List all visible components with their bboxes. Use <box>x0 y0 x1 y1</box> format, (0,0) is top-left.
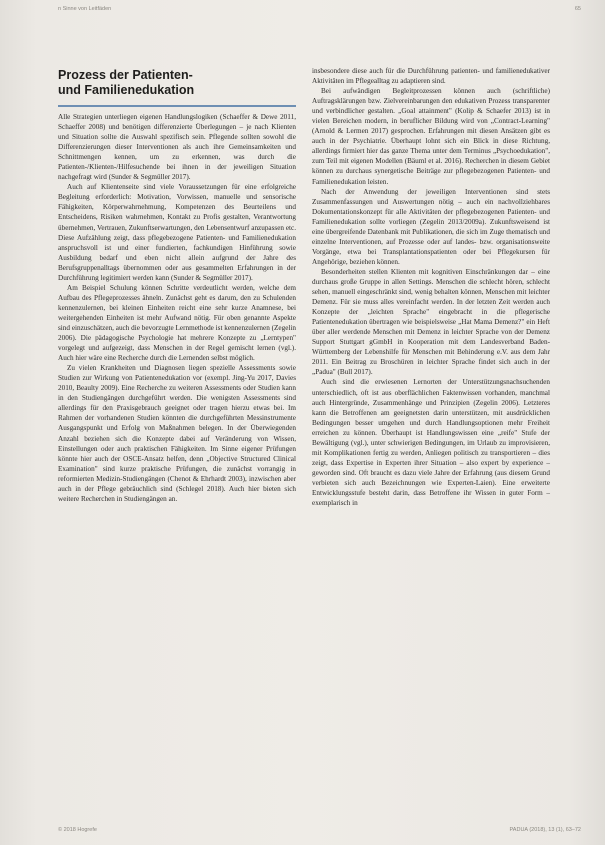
running-head-section: n Sinne von Leitfäden <box>58 6 112 12</box>
paragraph: Auch auf Klientenseite sind viele Voraussetzungen für eine erfolgreiche Begleitung erforderlich: Motivation, Vorwissen, manuelle und sensorische Fähigkeiten, Körperwahrnehmung, Kompetenzen des Beurteilens und Entscheidens, Risiken wahrnehmen, Kontakt zu Profis gestalten, Verantwortung übernehmen, Vertrauen, Zukunftserwartungen, den Lebensentwurf anzupassen etc. Diese Aufzählung zeigt, dass pflegebezogene Patienten- und Familienedukation anspruchsvoll ist und einer fundierten, fachkundigen Hinführung sowie Ausbildung bedarf und eben nicht allein aufgrund der Jahre des Berufsgruppenalltags übernommen oder aus gesammelten Erfahrungen in der Durchführung legitimiert werden kann (Sunder & Segmüller 2017). <box>58 183 296 282</box>
right-column <box>312 66 550 508</box>
paragraph: insbesondere diese auch für die Durchführung patienten- und familienedukativer Aktivitäten im Pflegealltag zu adaptieren sind. <box>312 67 550 86</box>
paragraph: Am Beispiel Schulung können Schritte verdeutlicht werden, welche dem Aufbau des Pflegeprozesses ähneln. Zunächst geht es darum, den zu Schulenden kennenzulernen, bei kleinen Einheiten reicht eine sehr kurze Anamnese, bei weitergehenden Einheiten ist mehr Aufwand nötig. Für oben genannte Aspekte sind einzuschätzen, auch die bevorzugte Lernmethode ist kennenzulernen (Zegelin 2006). Die pädagogische Psychologie hat mehrere Konzepte zu „Lerntypen" vorgelegt und aufgezeigt, dass Menschen in der Regel gemischt lernen (vgl.). Auch hier wäre eine Recherche durch die Lernenden selbst möglich. <box>58 283 296 363</box>
footer-copyright: © 2018 Hogrefe <box>58 827 97 833</box>
page-footer <box>58 827 581 837</box>
section-heading-line-1: Prozess der Patienten- <box>58 68 193 82</box>
heading-rule <box>58 105 296 107</box>
paragraph: Auch sind die erwiesenen Lernorten der Unterstützungsnachsuchenden unterschiedlich, oft ist aus oberflächlichen Faktenwissen vorhanden, manchmal auch Hintergründe, Zusammenhänge und Prinzipien (Zegelin 2006). Letzteres kann die Betroffenen am geeignetsten darin unterstützen, mit ausdrücklichen Bedingungen besser umgehen und durch Handlungsoptionen mehr Freiheit erreichen zu können. Überhaupt ist Handlungswissen eine „reife" Stufe der Bewältigung (vgl.), unter schwierigen Bedingungen, im Urlaub zu improvisieren, mit Komplikationen fertig zu werden, Anliegen politisch zu transportieren – dies zeigt, dass Expertise in Experten ihrer Situation – also expert by experience – geworden sind. Oft braucht es dazu viele Jahre der Erfahrung (aus diesem Grund verbieten sich auch Bezeichnungen wie Experten-Laien). Eine erweiterte Entwicklungsstufe besteht darin, dass Betroffene ihr Wissen in guter Form – exemplarisch in <box>312 378 550 508</box>
section-heading <box>58 68 296 98</box>
page-number: 65 <box>574 6 581 12</box>
paragraph: Nach der Anwendung der jeweiligen Interventionen sind stets Zusammenfassungen und Auswertungen nötig – auch ein nachvollziehbares Dokumentationskonzept für alle Aktivitäten der pflegebezogenen Patienten- und Familienedukation sollte vorliegen (Zegelin 2013/2009a). Zukunftsweisend ist eine übergreifende Datenbank mit Publikationen, die sich im Zuge thematisch und einzelne Interventionen, auf Prozesse oder auf landes- bzw. organisationsweite Vorgänge, etwa bei Transplantationspatienten oder bei Pflegekursen für Angehörige, beziehen können. <box>312 187 550 266</box>
left-column <box>58 112 296 504</box>
section-heading-line-2: und Familienedukation <box>58 83 195 97</box>
paragraph: Besonderheiten stellen Klienten mit kognitiven Einschränkungen dar – eine durchaus große Gruppe in allen Settings. Menschen die schlecht hören, schlecht sehen, manuell eingeschränkt sind, wenig behalten können, Menschen mit leichter Demenz. Für sie muss alles vereinfacht werden. In der letzten Zeit werden auch Konzepte der „leichten Sprache" eingebracht in die pflegerische Patientenedukation übertragen wie beispielsweise „Hat Mama Demenz?" ein Heft über aller werdende Menschen mit Demenz in leichter Sprache von der Demenz Support Stuttgart gGmbH in Kooperation mit dem Landesverband Baden-Württemberg der Lebenshilfe für Menschen mit Behinderung e.V. aus dem Jahr 2011. Ein Beitrag zu Broschüren in leichter Sprache findet sich auch in der „Padua" (Bull 2017). <box>312 267 550 377</box>
paragraph: Alle Strategien unterliegen eigenen Handlungslogiken (Schaeffer & Dewe 2011, Schaeffer 2008) und benötigen differenzierte Überlegungen – je nach Klienten und Situation sollte die Auswahl spezifisch sein. Pflegende sollten sowohl die Differenzierungen dieser Interventionen als auch ihre Gemeinsamkeiten und Schnittmengen kennen, um zu erkennen, was durch die Patienten-/Klienten-/Hilfesuchende bei ihnen in der jeweiligen Situation nachgefragt wird (Sunder & Segmüller 2017). <box>58 113 296 182</box>
paragraph: Zu vielen Krankheiten und Diagnosen liegen spezielle Assessments sowie Studien zur Wirkung von Patientenedukation vor (exempl. Jing-Yu 2017, Davies 2010, Beaulty 2009). Eine Recherche zu weiteren Assessments oder Studien kann in den Studiengängen durchgeführt werden. Die wenigsten Assessments sind allerdings für den Praxisgebrauch geeignet oder tragen hierzu etwas bei. Im Rahmen der vorhandenen Studien könnten die durchgeführten Messinstrumente Ausgangspunkt und Erfolg von Maßnahmen belegen. In der Überwiegenden Anzahl beziehen sich die Konzepte dabei auf Veränderung von Wissen, Einstellungen oder auch praktischen Fähigkeiten. Im Sinne eigener Prüfungen könnte hier auch der OSCE-Ansatz helfen, denn „Objective Structured Clinical Examination" sind kurze praktische Prüfungen, die zunächst vorrangig in reformierten Medizin-Studiengängen (Chenot & Ehrhardt 2003), inzwischen aber auch in der Pflege gebräuchlich sind (Schlegel 2018). Auch hier bieten sich weitere Recherchen in Studiengängen an. <box>58 364 296 503</box>
footer-citation: PADUA (2018), 13 (1), 63–72 <box>509 827 581 833</box>
running-head <box>58 6 581 16</box>
paragraph: Bei aufwändigen Begleitprozessen können auch (schriftliche) Auftragsklärungen bzw. Zielvereinbarungen den edukativen Prozess transparenter und verbindlicher gestalten. „Goal attainment" (Kolip & Schaefer 2013) ist in vielen Bereichen modern, in beruflicher Bildung wird von „Contract-Learning" (Arnold & Lermen 2017) gesprochen. Erfahrungen mit diesen Ansätzen gibt es auch in der Psychiatrie. Überhaupt lohnt sich ein Blick in diese Richtung, allerdings firmiert hier das ganze Thema unter dem Terminus „Psychoedukation", zum Teil mit eigenen Modellen (Bäuml et al. 2016). Recherchen in diesem Gebiet können zu durchaus synergetische Beiträge zur pflegebezogenen Patienten- und Familienedukation leisten. <box>312 87 550 186</box>
